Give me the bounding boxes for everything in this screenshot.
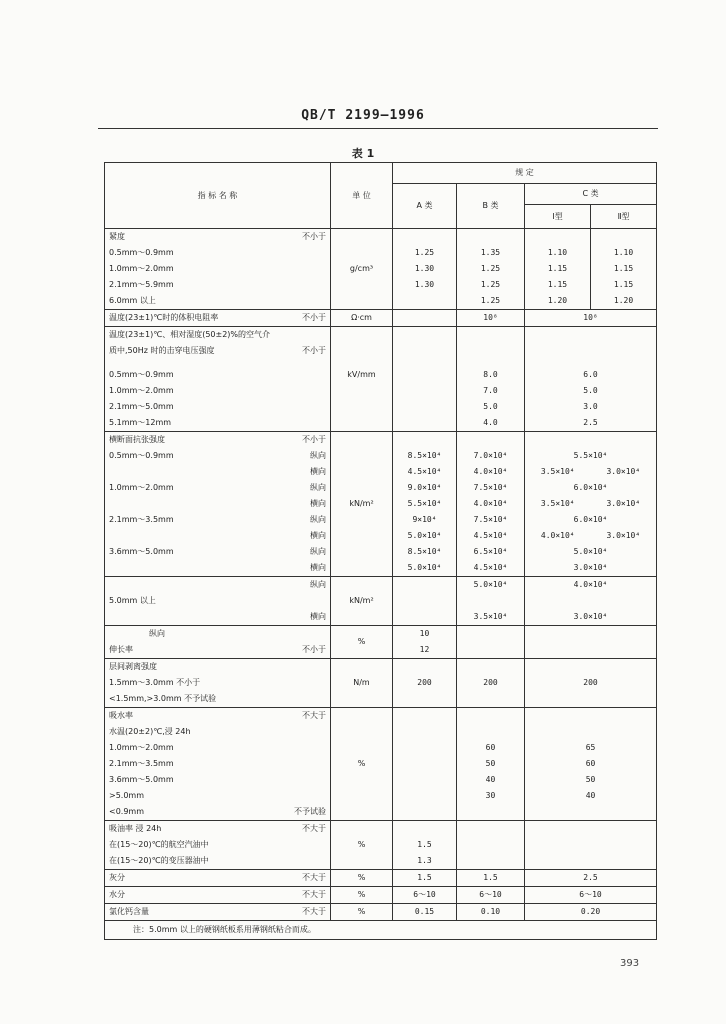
water-title: 吸水率 (109, 711, 133, 720)
water-c-2: 60 (585, 759, 596, 768)
col-header-c: C 类 (525, 184, 656, 205)
resistivity-qual: 不小于 (302, 313, 326, 322)
tensile-c2: 3.0×10⁴ (606, 499, 641, 508)
peel-line1: 1.5mm～3.0mm 不小于 (109, 678, 201, 687)
density-b-3: 1.25 (480, 280, 501, 289)
col-header-name: 指 标 名 称 (105, 163, 331, 229)
elongation-a2: 12 (419, 645, 430, 654)
breakdown-title-2: 质中,50Hz 时的击穿电压强度 (109, 346, 215, 355)
peel-line2: <1.5mm,>3.0mm 不予试验 (109, 694, 217, 703)
water-unit: % (331, 708, 393, 821)
tensile-thick-unit: kN/m² (331, 577, 393, 626)
density-c2-2: 1.15 (613, 264, 634, 273)
oil-a-1: 1.5 (417, 840, 432, 849)
tensile-b: 7.0×10⁴ (473, 451, 508, 460)
resistivity-b: 10⁸ (457, 310, 525, 327)
density-b-2: 1.25 (480, 264, 501, 273)
peel-title: 层间剥离强度 (109, 662, 157, 671)
density-label-1: 0.5mm～0.9mm (109, 248, 174, 257)
moisture-c: 6～10 (525, 887, 657, 904)
density-b-1: 1.35 (480, 248, 501, 257)
density-c1-3: 1.15 (547, 280, 568, 289)
col-header-unit: 单 位 (331, 163, 393, 229)
water-c-1: 65 (585, 743, 596, 752)
ash-c: 2.5 (525, 870, 657, 887)
elongation-qual: 不小于 (302, 645, 326, 654)
water-b-2: 50 (485, 759, 496, 768)
tensile-thick-dir2: 横向 (310, 612, 326, 621)
tensile-title: 横断面抗张强度 (109, 435, 165, 444)
tensile-c1: 6.0×10⁴ (573, 483, 608, 492)
resistivity-c: 10⁸ (525, 310, 657, 327)
water-label-4: >5.0mm (109, 791, 145, 800)
tensile-a: 5.5×10⁴ (407, 499, 442, 508)
breakdown-b-3: 5.0 (483, 402, 498, 411)
water-b-3: 40 (485, 775, 496, 784)
tensile-b: 4.5×10⁴ (473, 563, 508, 572)
peel-c: 200 (525, 659, 657, 708)
tensile-b: 7.5×10⁴ (473, 515, 508, 524)
water-qual: 不大于 (302, 711, 326, 720)
tensile-g1-dir1: 纵向 (310, 451, 326, 460)
elongation-unit: % (331, 626, 393, 659)
tensile-b: 4.0×10⁴ (473, 499, 508, 508)
spec-table (104, 162, 657, 940)
water-label-1: 1.0mm～2.0mm (109, 743, 174, 752)
peel-b: 200 (457, 659, 525, 708)
tensile-c1: 6.0×10⁴ (573, 515, 608, 524)
tensile-a: 5.0×10⁴ (407, 531, 442, 540)
ash-b: 1.5 (457, 870, 525, 887)
density-c1-4: 1.20 (547, 296, 568, 305)
peel-a: 200 (393, 659, 457, 708)
tensile-c1: 3.0×10⁴ (573, 563, 608, 572)
ash-unit: % (331, 870, 393, 887)
moisture-label: 水分 (109, 890, 125, 899)
breakdown-label-3: 2.1mm～5.0mm (109, 402, 174, 411)
moisture-a: 6～10 (393, 887, 457, 904)
oil-unit: % (331, 821, 393, 870)
density-c2-3: 1.15 (613, 280, 634, 289)
water-c-3: 50 (585, 775, 596, 784)
density-a-1: 1.25 (414, 248, 435, 257)
breakdown-b-4: 4.0 (483, 418, 498, 427)
col-header-c2: Ⅱ型 (617, 212, 630, 221)
tensile-b: 7.5×10⁴ (473, 483, 508, 492)
tensile-g3-dir2: 横向 (310, 531, 326, 540)
moisture-unit: % (331, 887, 393, 904)
breakdown-c-3: 3.0 (583, 402, 598, 411)
ash-qual: 不大于 (302, 873, 326, 882)
tensile-g3-label: 2.1mm～3.5mm (109, 515, 174, 524)
water-c-4: 40 (585, 791, 596, 800)
tensile-g1-dir2: 横向 (310, 467, 326, 476)
tensile-c1: 3.5×10⁴ (540, 499, 575, 508)
tensile-g3-dir1: 纵向 (310, 515, 326, 524)
peel-unit: N/m (331, 659, 393, 708)
chloride-unit: % (331, 904, 393, 921)
density-c1-2: 1.15 (547, 264, 568, 273)
breakdown-c-2: 5.0 (583, 386, 598, 395)
density-label-4: 6.0mm 以上 (109, 296, 156, 305)
tensile-b: 4.0×10⁴ (473, 467, 508, 476)
elongation-dir1: 纵向 (149, 629, 165, 638)
breakdown-label-2: 1.0mm～2.0mm (109, 386, 174, 395)
header-rule (98, 128, 658, 129)
breakdown-qual: 不小于 (302, 346, 326, 355)
tensile-a: 9.0×10⁴ (407, 483, 442, 492)
water-cond: 水温(20±2)℃,浸 24h (109, 727, 191, 736)
water-label-2: 2.1mm～3.5mm (109, 759, 174, 768)
breakdown-label-4: 5.1mm～12mm (109, 418, 172, 427)
col-header-a: A 类 (393, 184, 457, 229)
density-c2-1: 1.10 (613, 248, 634, 257)
tensile-a: 9×10⁴ (412, 515, 437, 524)
tensile-b: 4.5×10⁴ (473, 531, 508, 540)
table-caption: 表 1 (351, 147, 375, 160)
elongation-a1: 10 (419, 629, 430, 638)
density-title: 紧度 (109, 232, 125, 241)
chloride-label: 氯化钙含量 (109, 907, 149, 916)
tensile-a: 5.0×10⁴ (407, 563, 442, 572)
breakdown-c-4: 2.5 (583, 418, 598, 427)
tensile-thick-label: 5.0mm 以上 (109, 596, 156, 605)
page-number: 393 (620, 958, 640, 969)
water-label-3: 3.6mm～5.0mm (109, 775, 174, 784)
oil-qual: 不大于 (302, 824, 326, 833)
resistivity-label: 温度(23±1)℃时的体积电阻率 (109, 313, 219, 322)
col-header-b: B 类 (457, 184, 525, 229)
tensile-thick-c2: 3.0×10⁴ (573, 612, 608, 621)
tensile-a: 4.5×10⁴ (407, 467, 442, 476)
tensile-b: 6.5×10⁴ (473, 547, 508, 556)
density-b-4: 1.25 (480, 296, 501, 305)
tensile-c1: 5.0×10⁴ (573, 547, 608, 556)
water-last-note: 不予试验 (294, 807, 326, 816)
breakdown-unit: kV/mm (347, 370, 376, 379)
tensile-thick-c1: 4.0×10⁴ (573, 580, 608, 589)
density-a-2: 1.30 (414, 264, 435, 273)
chloride-b: 0.10 (457, 904, 525, 921)
chloride-a: 0.15 (393, 904, 457, 921)
density-unit: g/cm³ (331, 229, 393, 310)
density-label-3: 2.1mm～5.9mm (109, 280, 174, 289)
ash-label: 灰分 (109, 873, 125, 882)
tensile-g2-label: 1.0mm～2.0mm (109, 483, 174, 492)
density-c1-1: 1.10 (547, 248, 568, 257)
tensile-c1: 3.5×10⁴ (540, 467, 575, 476)
breakdown-title-1: 温度(23±1)℃、相对湿度(50±2)%的空气介 (109, 330, 271, 339)
chloride-qual: 不大于 (302, 907, 326, 916)
tensile-unit: kN/m² (331, 432, 393, 577)
tensile-qual: 不小于 (302, 435, 326, 444)
oil-a-2: 1.3 (417, 856, 432, 865)
breakdown-c-1: 6.0 (583, 370, 598, 379)
tensile-c2: 3.0×10⁴ (606, 531, 641, 540)
tensile-c1: 4.0×10⁴ (540, 531, 575, 540)
density-a-4 (393, 293, 456, 309)
water-last-label: <0.9mm (109, 807, 145, 816)
tensile-g4-label: 3.6mm～5.0mm (109, 547, 174, 556)
tensile-a: 8.5×10⁴ (407, 451, 442, 460)
tensile-g4-dir2: 横向 (310, 563, 326, 572)
tensile-thick-dir1: 纵向 (310, 580, 326, 589)
standard-header: QB/T 2199—1996 (301, 108, 425, 123)
oil-label-1: 在(15～20)℃的航空汽油中 (109, 840, 209, 849)
tensile-g2-dir1: 纵向 (310, 483, 326, 492)
table-note: 注：5.0mm 以上的硬钢纸板系用薄钢纸粘合而成。 (133, 925, 316, 934)
water-b-4: 30 (485, 791, 496, 800)
elongation-label: 伸长率 (109, 645, 133, 654)
density-a-3: 1.30 (414, 280, 435, 289)
chloride-c: 0.20 (525, 904, 657, 921)
tensile-g2-dir2: 横向 (310, 499, 326, 508)
col-header-c1: Ⅰ型 (525, 205, 591, 228)
col-header-spec: 规 定 (393, 163, 657, 184)
moisture-b: 6～10 (457, 887, 525, 904)
tensile-g1-label: 0.5mm～0.9mm (109, 451, 174, 460)
oil-title: 吸油率 浸 24h (109, 824, 162, 833)
density-label-2: 1.0mm～2.0mm (109, 264, 174, 273)
water-b-1: 60 (485, 743, 496, 752)
tensile-g4-dir1: 纵向 (310, 547, 326, 556)
oil-label-2: 在(15～20)℃的变压器油中 (109, 856, 209, 865)
tensile-thick-b1: 5.0×10⁴ (473, 580, 508, 589)
resistivity-unit: Ω·cm (331, 310, 393, 327)
density-qual: 不小于 (302, 232, 326, 241)
density-block (105, 229, 331, 310)
tensile-a: 8.5×10⁴ (407, 547, 442, 556)
density-c2-4: 1.20 (613, 296, 634, 305)
breakdown-b-1: 8.0 (483, 370, 498, 379)
tensile-c2: 3.0×10⁴ (606, 467, 641, 476)
tensile-c1: 5.5×10⁴ (573, 451, 608, 460)
tensile-thick-b2: 3.5×10⁴ (473, 612, 508, 621)
breakdown-label-1: 0.5mm～0.9mm (109, 370, 174, 379)
moisture-qual: 不大于 (302, 890, 326, 899)
breakdown-b-2: 7.0 (483, 386, 498, 395)
ash-a: 1.5 (393, 870, 457, 887)
